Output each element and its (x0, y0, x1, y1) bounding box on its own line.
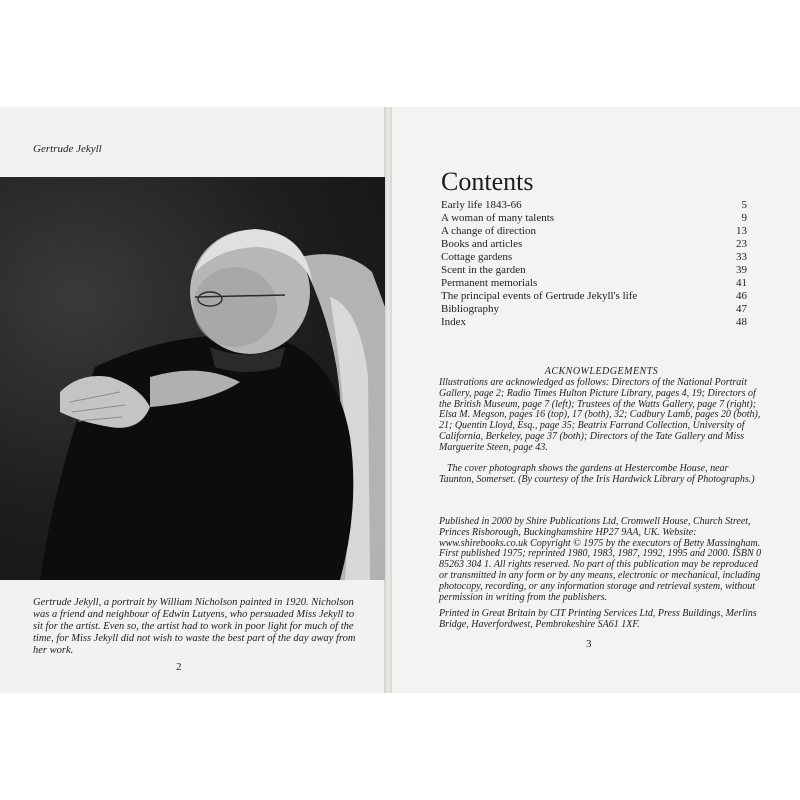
toc-label: Scent in the garden (441, 264, 526, 276)
toc-page: 33 (736, 251, 747, 263)
toc-label: A woman of many talents (441, 212, 555, 224)
toc-page: 13 (736, 225, 747, 237)
toc-page: 41 (736, 277, 747, 289)
toc-label: Cottage gardens (441, 251, 513, 263)
table-of-contents (441, 199, 747, 329)
toc-label: A change of direction (441, 225, 536, 237)
contents-title: Contents (441, 167, 534, 196)
toc-entry[interactable] (441, 199, 747, 212)
toc-label: Early life 1843-66 (441, 199, 522, 211)
acknowledgements-heading: ACKNOWLEDGEMENTS (544, 366, 659, 377)
toc-label: Permanent memorials (441, 277, 538, 289)
toc-entry[interactable] (441, 290, 747, 303)
cover-photo-note: The cover photograph shows the gardens at Hestercombe House, near Taunton, Somerset. (By courtesy of the Iris Hardwick Library of Photographs.) (439, 463, 755, 485)
toc-entry[interactable] (441, 316, 747, 329)
toc-label: Index (441, 316, 467, 328)
toc-page: 48 (736, 316, 747, 328)
toc-page: 5 (741, 199, 747, 211)
photo-caption: Gertrude Jekyll, a portrait by William Nicholson painted in 1920. Nicholson was a friend and neighbour of Edwin Lutyens, who persuaded Miss Jekyll to sit for the artist. Even so, the artist had to work in poor light for much of the time, for Miss Jekyll did not wish to waste the best part of the day away from her work. (33, 597, 356, 656)
toc-label: The principal events of Gertrude Jekyll's life (441, 290, 638, 302)
page-number-right: 3 (586, 638, 592, 650)
acknowledgements-text: Illustrations are acknowledged as follows: Directors of the National Portrait Gallery, page 2; Radio Times Hulton Picture Library, pages 4, 19; Directors of the British Museum, page 7 (left); Trustees of the Watts Gallery, page 7 (right); Elsa M. Megson, pages 16 (top), 17 (both), 32; Cadbury Lamb, pages 20 (both), 21; Quentin Lloyd, Esq., page 35; Beatrix Farrand Collection, University of California, Berkeley, page 37 (both); Directors of the Tate Gallery and Miss Marguerite Steen, page 43. (439, 377, 761, 453)
toc-entry[interactable] (441, 264, 747, 277)
toc-page: 9 (741, 212, 747, 224)
toc-page: 47 (736, 303, 747, 315)
printer-imprint: Printed in Great Britain by CIT Printing Services Ltd, Press Buildings, Merlins Bridge, Haverfordwest, Pembrokeshire SA61 1XF. (439, 608, 757, 630)
toc-entry[interactable] (441, 277, 747, 290)
toc-page: 23 (736, 238, 747, 250)
publisher-imprint: Published in 2000 by Shire Publications Ltd, Cromwell House, Church Street, Princes Risborough, Buckinghamshire HP27 9AA, UK. Website: www.shirebooks.co.uk Copyright © 1975 by the executors of Betty Massingham. First published 1975; reprinted 1980, 1983, 1987, 1992, 1995 and 2000. ISBN 0 85263 304 1. All rights reserved. No part of this publication may be reproduced or transmitted in any form or by any means, electronic or mechanical, including photocopy, recording, or any information storage and retrieval system, without permission in writing from the publishers. (439, 516, 762, 603)
toc-entry[interactable] (441, 251, 747, 264)
running-head: Gertrude Jekyll (33, 143, 102, 155)
portrait-photograph (0, 177, 385, 580)
toc-entry[interactable] (441, 212, 747, 225)
toc-label: Bibliography (441, 303, 500, 315)
toc-page: 39 (736, 264, 747, 276)
book-gutter (384, 107, 392, 693)
page-number-left: 2 (176, 661, 182, 673)
toc-label: Books and articles (441, 238, 523, 250)
toc-entry[interactable] (441, 303, 747, 316)
toc-entry[interactable] (441, 238, 747, 251)
toc-entry[interactable] (441, 225, 747, 238)
toc-page: 46 (736, 290, 747, 302)
